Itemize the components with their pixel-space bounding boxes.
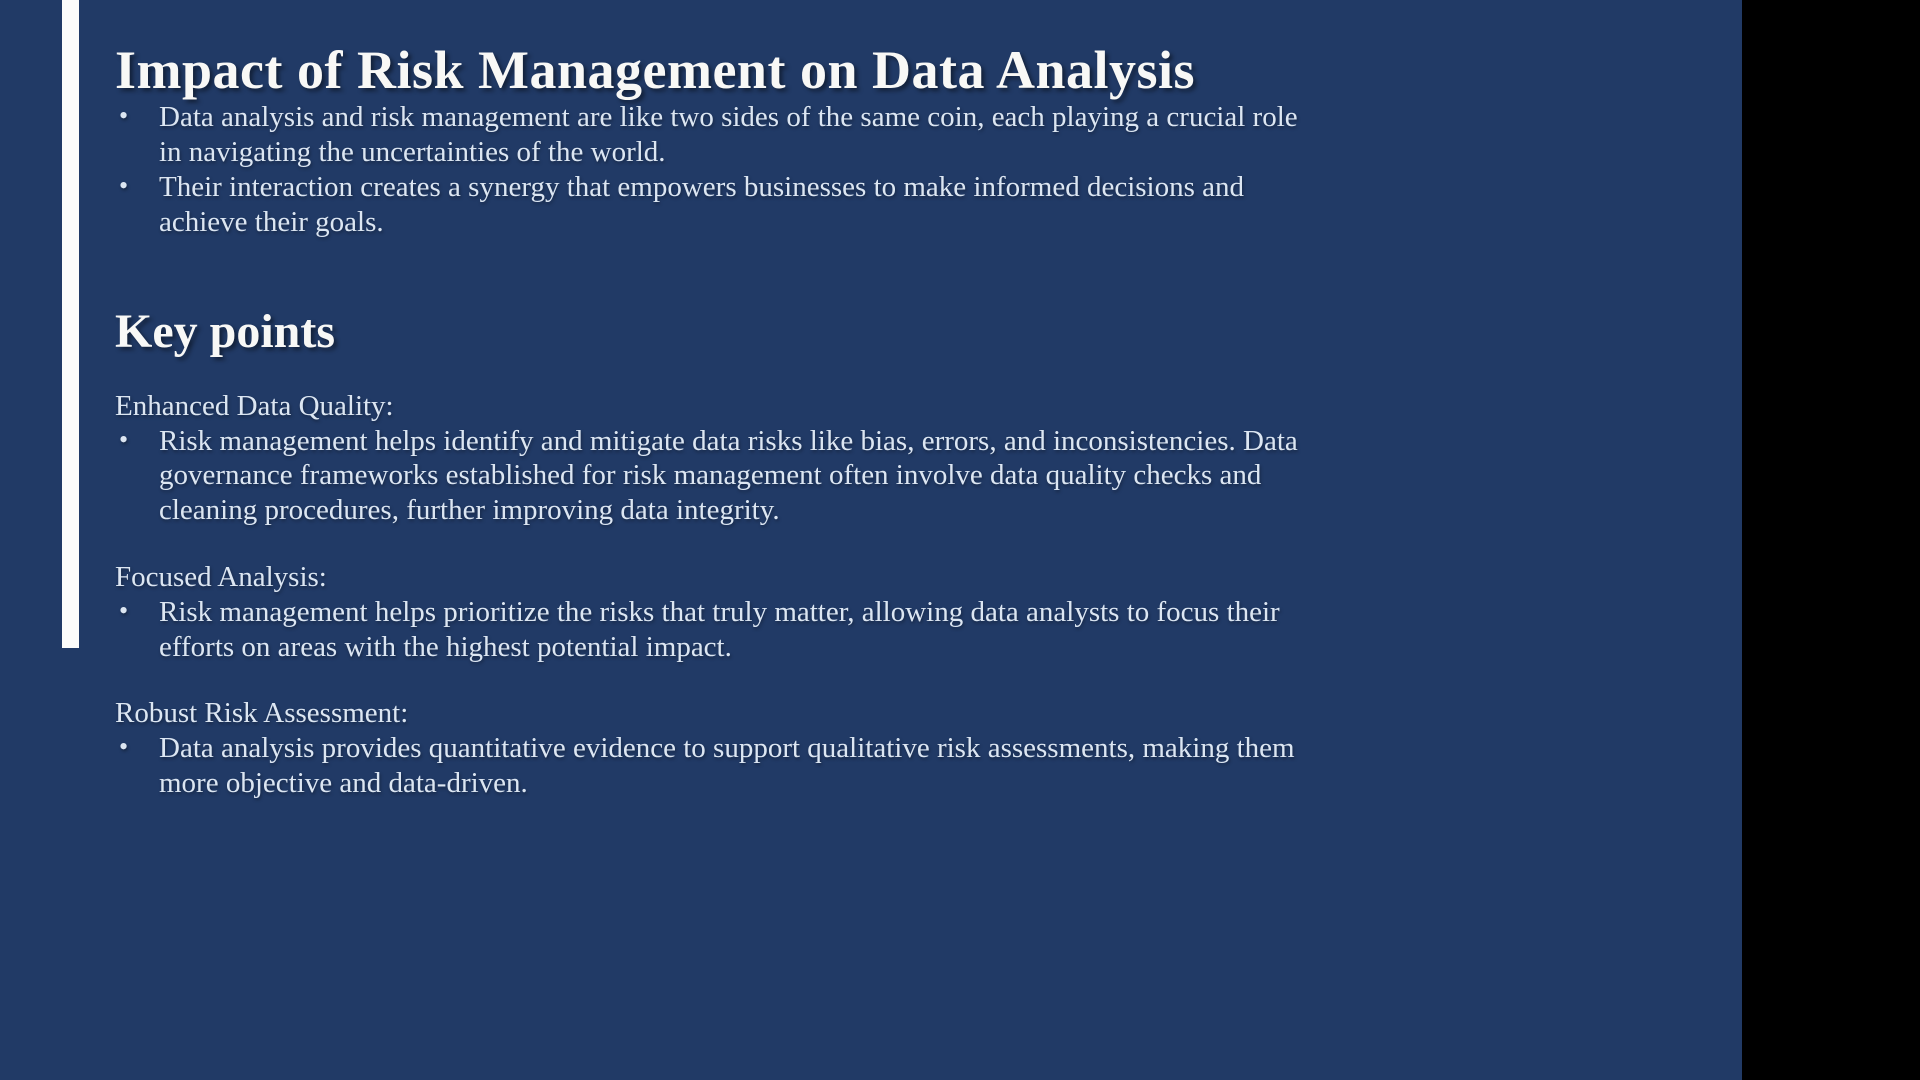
- list-item: [115, 170, 1305, 240]
- bullet-text: Risk management helps identify and mitigate data risks like bias, errors, and inconsistencies. Data governance frameworks established for risk management often involve data quality checks and cleaning procedures, further improving data integrity.: [159, 424, 1298, 527]
- key-points-heading: Key points: [115, 304, 336, 358]
- section-label: Robust Risk Assessment:: [115, 697, 409, 730]
- key-point-section-focused-analysis: [115, 560, 1305, 664]
- slide-title: Impact of Risk Management on Data Analysis: [115, 40, 1196, 100]
- bullet-icon: •: [119, 171, 129, 201]
- section-label: Focused Analysis:: [115, 561, 327, 594]
- bullet-icon: •: [119, 424, 129, 454]
- bullet-text: Data analysis and risk management are like two sides of the same coin, each playing a crucial role in navigating the uncertainties of the world.: [159, 101, 1298, 169]
- bullet-text: Data analysis provides quantitative evidence to support qualitative risk assessments, making them more objective and data-driven.: [159, 732, 1295, 800]
- section-label: Enhanced Data Quality:: [115, 389, 394, 422]
- list-item: [115, 731, 1305, 801]
- bullet-text: Risk management helps prioritize the risks that truly matter, allowing data analysts to focus their efforts on areas with the highest potential impact.: [159, 595, 1280, 663]
- key-point-section-robust-risk-assessment: [115, 696, 1305, 800]
- bullet-text: Their interaction creates a synergy that empowers businesses to make informed decisions and achieve their goals.: [159, 171, 1245, 238]
- slide-content: [115, 40, 1305, 801]
- bullet-icon: •: [119, 732, 129, 762]
- bullet-icon: •: [119, 595, 129, 625]
- section-bullet-list: [115, 731, 1305, 801]
- intro-bullet-list: [115, 100, 1305, 239]
- list-item: [115, 595, 1305, 665]
- list-item: [115, 100, 1305, 170]
- section-bullet-list: [115, 595, 1305, 665]
- letterbox-black-region: [1742, 0, 1920, 1080]
- key-point-section-enhanced-data-quality: [115, 389, 1305, 528]
- vertical-accent-bar: [62, 0, 79, 648]
- list-item: [115, 424, 1305, 528]
- section-bullet-list: [115, 424, 1305, 528]
- bullet-icon: •: [119, 101, 129, 131]
